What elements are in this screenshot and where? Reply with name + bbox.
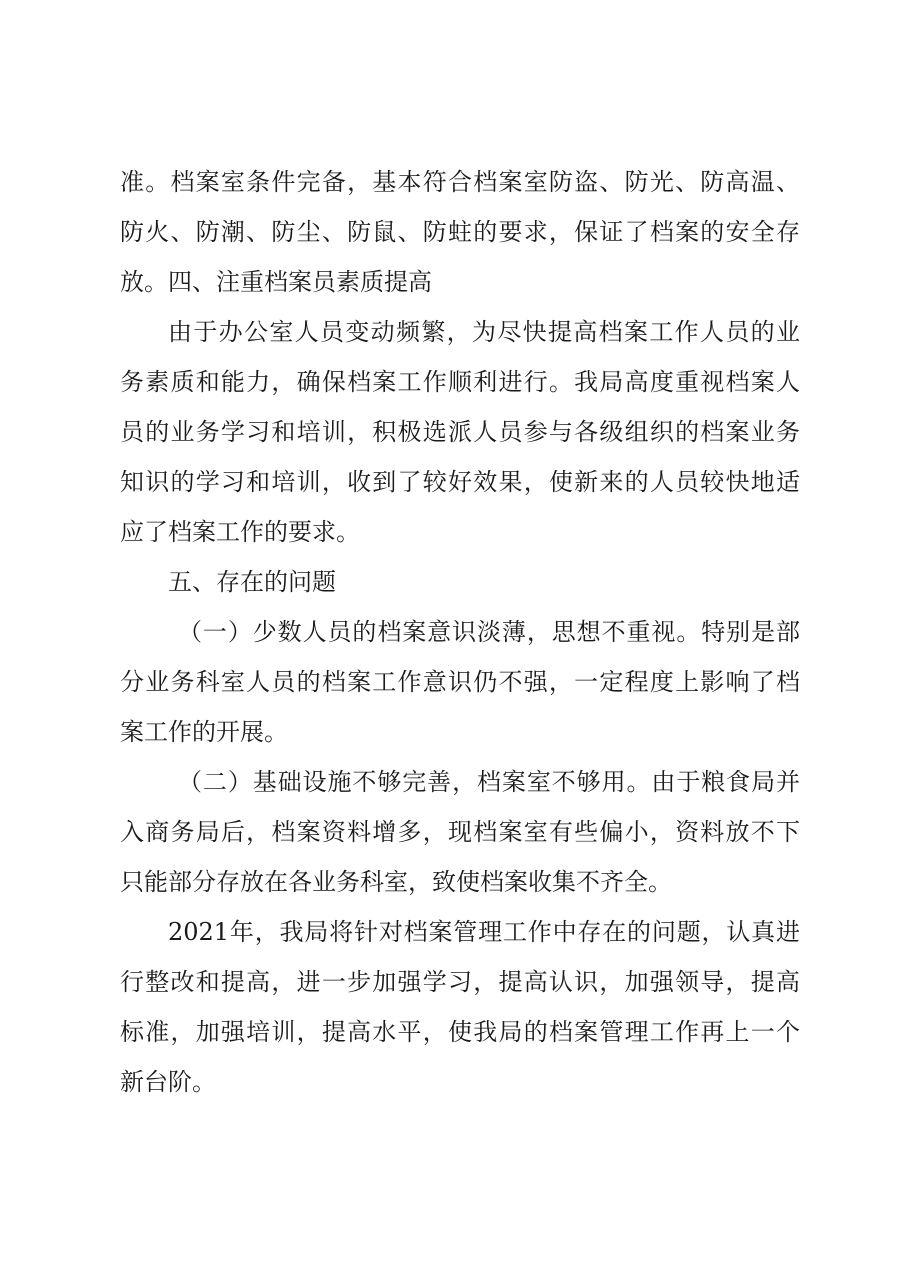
section-heading: 五、存在的问题: [168, 568, 336, 596]
text-line: 分业务科室人员的档案工作意识仍不强，一定程度上影响了档: [120, 668, 800, 696]
paragraph-first-line: （二）基础设施不够完善，档案室不够用。由于粮食局并: [178, 768, 800, 796]
text-line: 只能部分存放在各业务科室，致使档案收集不齐全。: [120, 868, 672, 896]
paragraph-first-line: 由于办公室人员变动频繁，为尽快提高档案工作人员的业: [168, 318, 800, 346]
text-line: 务素质和能力，确保档案工作顺利进行。我局高度重视档案人: [120, 368, 800, 396]
text-line: 新台阶。: [120, 1068, 216, 1096]
text-line: 放。四、注重档案员素质提高: [120, 268, 432, 296]
text-line: 员的业务学习和培训，积极选派人员参与各级组织的档案业务: [120, 418, 800, 446]
paragraph-first-line: （一）少数人员的档案意识淡薄，思想不重视。特别是部: [178, 618, 800, 646]
text-line: 知识的学习和培训，收到了较好效果，使新来的人员较快地适: [120, 468, 800, 496]
text-line: 行整改和提高，进一步加强学习，提高认识，加强领导，提高: [120, 968, 800, 996]
text-line: 应了档案工作的要求。: [120, 518, 360, 546]
text-line: 入商务局后，档案资料增多，现档案室有些偏小，资料放不下: [120, 818, 800, 846]
text-line: 准。档案室条件完备，基本符合档案室防盗、防光、防高温、: [120, 168, 800, 196]
text-line: 防火、防潮、防尘、防鼠、防蛀的要求，保证了档案的安全存: [120, 218, 800, 246]
text-line: 案工作的开展。: [120, 718, 288, 746]
paragraph-first-line: 2021年，我局将针对档案管理工作中存在的问题，认真进: [168, 918, 800, 946]
text-line: 标准，加强培训，提高水平，使我局的档案管理工作再上一个: [120, 1018, 800, 1046]
